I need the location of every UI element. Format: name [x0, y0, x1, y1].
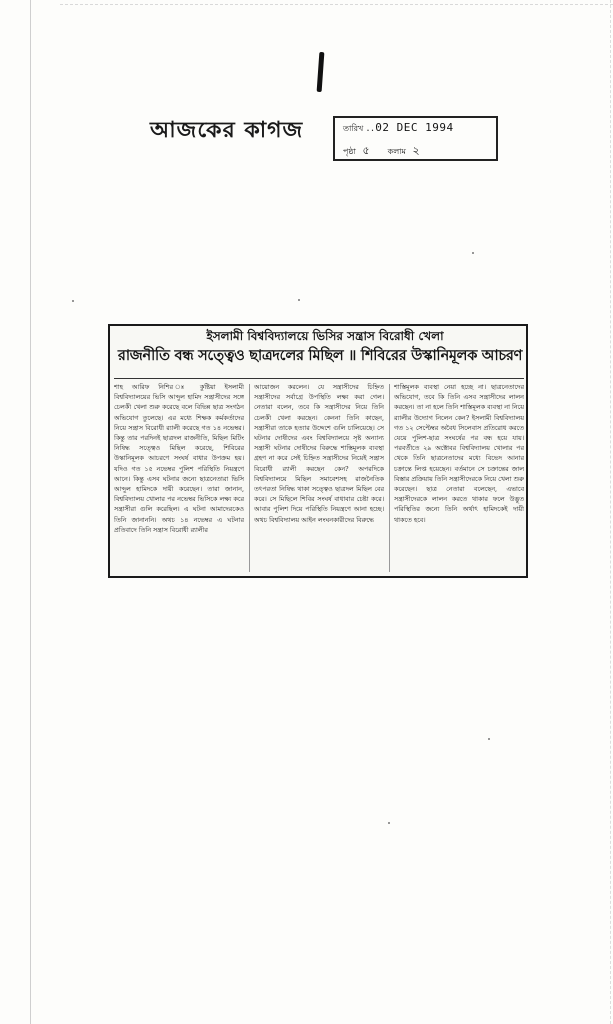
headline-rule: [114, 378, 524, 379]
scan-speck: [472, 252, 474, 254]
date-stamp: [333, 116, 498, 161]
newspaper-name: আজকের কাগজ: [150, 118, 304, 143]
stamp-page-row: [343, 142, 420, 161]
article-column-2: আয়োজন করলেন। যে সন্ত্রাসীদের চিহ্নিত সন্ত্রাসীদের সর্বাগ্রে উপস্থিতি লক্ষ্য করা গেল। নেতারা বলেন, তবে কি সন্ত্রাসীদের নিয়ে তিনি চেলকী খেলা করছেন। কেননা তিনি কাছেন, সন্ত্রাসীরা তাকে হত্যার উদ্দেশে গুলি চালিয়েছে। সে ঘটনার দোষীদের এবং বিশ্ববিদ্যালয়ে সৃষ্ট অন্যান্য সন্ত্রাসী ঘটনার দোষীদের বিরুদ্ধে শাস্তিমূলক ব্যবস্থা গ্রহণ না করে সেই চিহ্নিত সন্ত্রাসীদের নিয়েই সন্ত্রাস বিরোধী র‍্যালী করছেন কেন? অপরদিকে বিশ্ববিদ্যালয়ে মিছিল সমাবেশসহ রাজনৈতিক তৎপরতা নিষিদ্ধ থাকা সত্ত্বেও ছাত্রদল মিছিল বের করে। সে মিছিলে শিবির সংঘর্ষ বাধাবার চেষ্টা করে। আবার পুলিশ দিয়ে পরিস্থিতি নিয়ন্ত্রণে আনা হচ্ছে। অথচ বিশ্ববিদ্যালয় আইন লংঘনকারীদের বিরুদ্ধে: [254, 383, 384, 524]
scan-speck: [388, 822, 390, 824]
article-headline: রাজনীতি বন্ধ সত্ত্বেও ছাত্রদলের মিছিল ॥ শিবিরের উস্কানিমূলক আচরণ: [117, 348, 523, 364]
handwritten-stroke: [317, 52, 325, 92]
stamp-page-label: পৃষ্ঠা: [343, 147, 356, 156]
scan-edge-line: [30, 0, 31, 1024]
stamp-date-row: [343, 121, 454, 136]
scan-speck: [72, 300, 74, 302]
scan-right-dashes: [610, 0, 611, 1024]
stamp-column-label: কলাম: [387, 147, 406, 156]
column-separator: [249, 384, 250, 572]
scan-speck: [488, 738, 490, 740]
stamp-date-value: 02 DEC 1994: [375, 121, 454, 134]
stamp-column-value: ২: [412, 144, 421, 157]
column-separator: [389, 384, 390, 572]
newspaper-clipping: [108, 324, 528, 578]
scan-speck: [298, 299, 300, 301]
article-column-3: শাস্তিমূলক ব্যবস্থা নেয়া হচ্ছে না। ছাত্রনেতাদের অভিযোগ, তবে কি তিনি এসব সন্ত্রাসীদের লালন করছেন। তা না হলে তিনি শাস্তিমূলক ব্যবস্থা না নিয়ে র‍্যালীর উদ্যোগ নিলেন কেন? ইসলামী বিশ্ববিদ্যালয় গত ১২ সেপ্টেম্বর অবৈধ সিলেবাস প্রতিরোধ করতে যেয়ে পুলিশ-ছাত্র সংঘর্ষের পর বন্ধ হয়ে যায়। পরবর্তীতে ২৯ অক্টোবর বিশ্ববিদ্যালয় খোলার পর থেকে তিনি ছাত্রনেতাদের মধ্যে বিভেদ আনার চক্রান্তে লিপ্ত হয়েছেন। বর্তমানে সে চক্রান্তের জাল বিস্তার প্রক্রিয়ায় তিনি সন্ত্রাসীদেরকে নিয়ে খেলা শুরু করেছেন। ছাত্র নেতারা বলেছেন, এভাবে সন্ত্রাসীদেরকে লালন করতে থাকার ফলে উদ্ভূত পরিস্থিতির জন্যে তিনি অর্থাৎ হামিদকেই দায়ী থাকতে হবে।: [394, 383, 524, 524]
article-column-1: শাহ আরিফ নিশির ঃ কুষ্টিয়া ইসলামী বিশ্ববিদ্যালয়ের ভিসি আব্দুল হামিদ সন্ত্রাসীদের সঙ্গে চেলকী খেলা শুরু করেছে বলে বিভিন্ন ছাত্র সংগঠন অভিযোগ তুলেছে। এর মধ্যে শিক্ষক কর্মকর্তাদের নিয়ে সন্ত্রাস বিরোধী র‍্যালী করেছে গত ১৪ নভেম্বর। কিন্তু তার পরদিনই ছাত্রদল রাজনীতি, মিছিল মিটিং নিষিদ্ধ সত্ত্বেও মিছিল করেছে, শিবিরের উস্কানিমূলক আচরণে সংঘর্ষ বাধার উপক্রম হয়। যদিও গত ১৫ নভেম্বর পুলিশ পরিস্থিতি নিয়ন্ত্রণে আনে। কিন্তু এসব ঘটনার জন্যে ছাত্রনেতারা ভিসি আব্দুল হামিদকে দায়ী করেছেন। তারা জানান, বিশ্ববিদ্যালয় খোলার পর নভেম্বর ভিসিকে লক্ষ্য করে সন্ত্রাসীরা গুলি করেছিল। এ ঘটনা আমাদেরকেও তিনি জানাননি। অথচ ১৪ নভেম্বর এ ঘটনার প্রতিবাদে তিনি সন্ত্রাস বিরোধী র‍্যালীর: [114, 383, 244, 534]
stamp-dots: ..: [366, 121, 376, 134]
stamp-page-value: ৫: [362, 144, 371, 157]
stamp-date-label: তারিখ: [343, 124, 364, 133]
article-kicker: ইসলামী বিশ্ববিদ্যালয়ে ভিসির সন্ত্রাস বিরোধী খেলা: [206, 329, 444, 343]
scan-top-dashes: [60, 4, 613, 5]
